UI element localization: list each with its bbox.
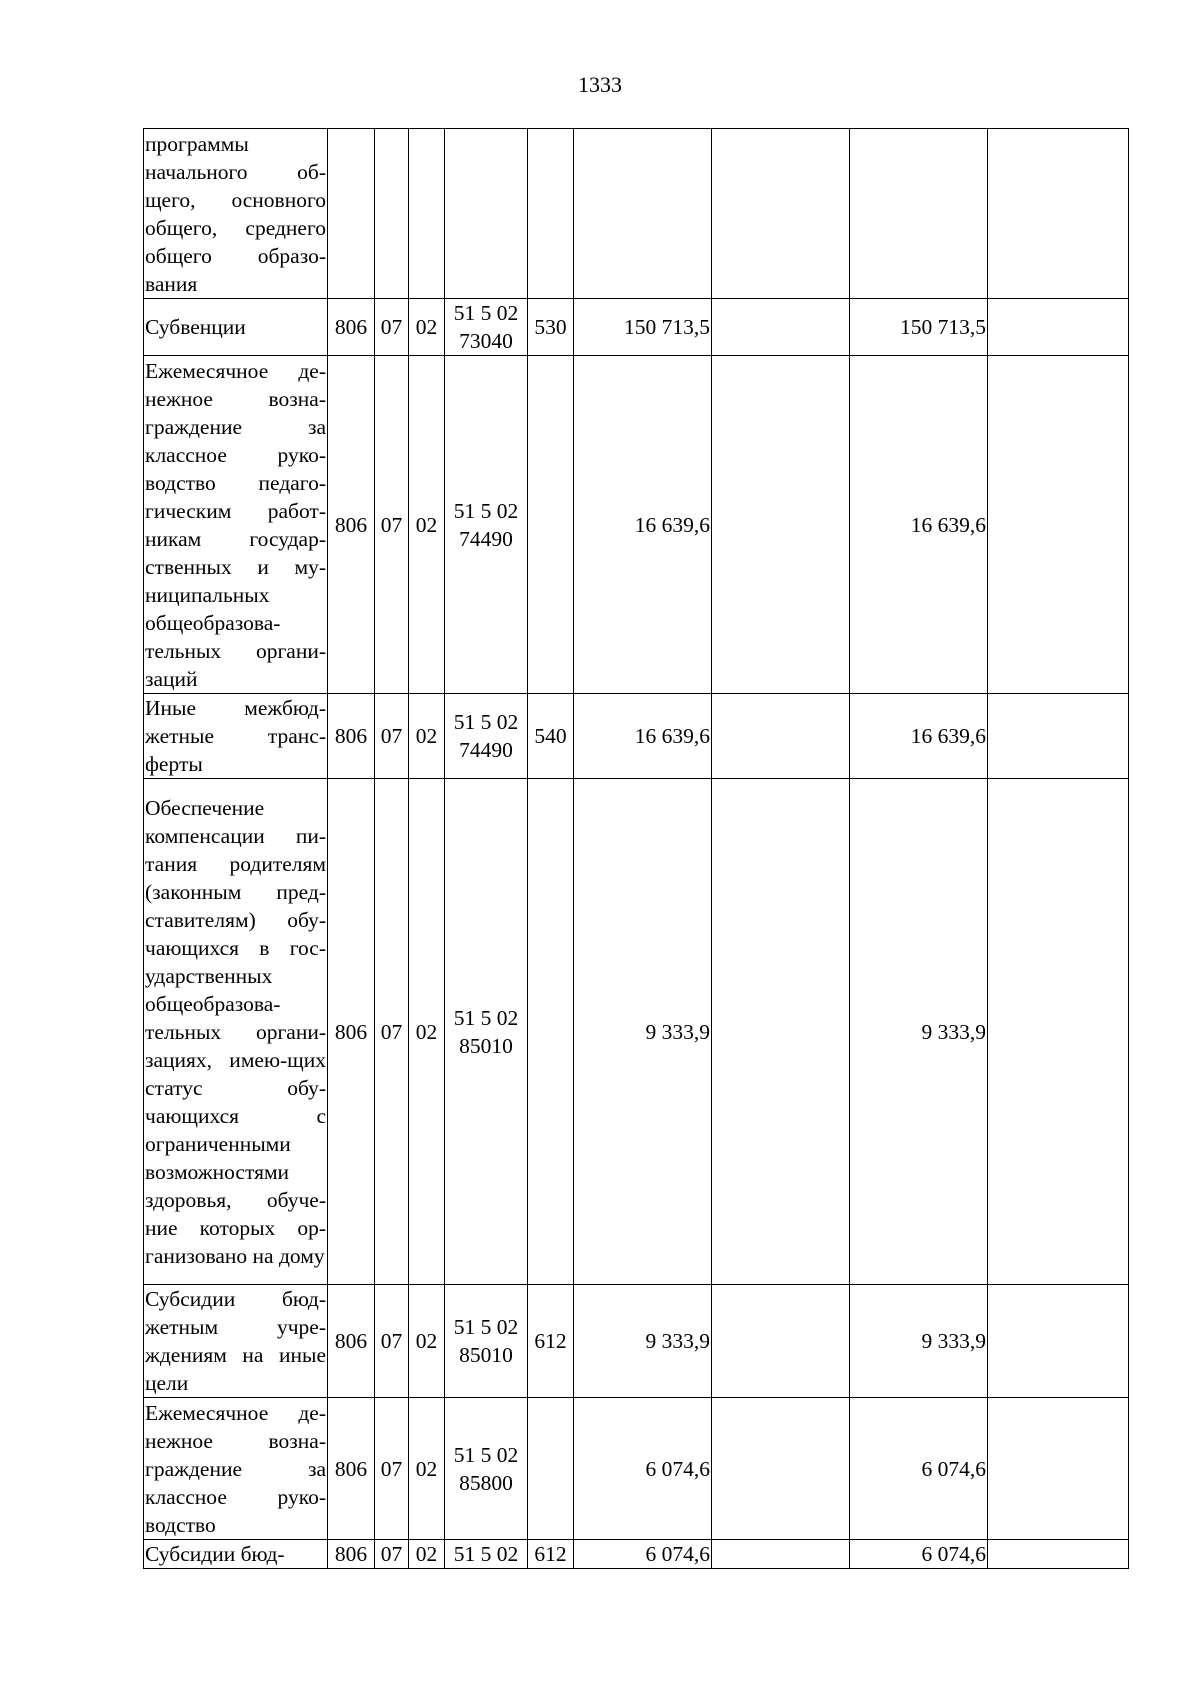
- table-row: [144, 1285, 1129, 1398]
- row-name: программы начального об-щего, основного общего, среднего общего образо-вания: [144, 129, 328, 299]
- target-article-code: [445, 1285, 528, 1398]
- amount-column-2: [712, 779, 850, 1285]
- target-article-code: [445, 1398, 528, 1540]
- target-article-code-part1: 51 5 02: [453, 301, 519, 325]
- amount-total: 16 639,6: [574, 694, 712, 779]
- ved-code: [328, 129, 375, 299]
- expense-type-code: [528, 356, 574, 694]
- amount-column-3: 150 713,5: [850, 299, 988, 356]
- table-row: [144, 694, 1129, 779]
- section-code: 07: [375, 1540, 409, 1569]
- amount-column-4: [988, 299, 1129, 356]
- ved-code: 806: [328, 694, 375, 779]
- expense-type-code: 612: [528, 1540, 574, 1569]
- amount-column-3: [850, 129, 988, 299]
- target-article-code-part2: 74490: [459, 738, 513, 762]
- table-row: [144, 299, 1129, 356]
- budget-table: [143, 128, 1129, 1569]
- amount-total: 6 074,6: [574, 1540, 712, 1569]
- amount-total: 150 713,5: [574, 299, 712, 356]
- ved-code: 806: [328, 356, 375, 694]
- section-code: 07: [375, 356, 409, 694]
- table-row: [144, 1540, 1129, 1569]
- target-article-code-part1: 51 5 02: [453, 710, 519, 734]
- section-code: 07: [375, 1285, 409, 1398]
- amount-column-3: 6 074,6: [850, 1398, 988, 1540]
- target-article-code-part2: 85800: [459, 1470, 513, 1495]
- target-article-code: [445, 779, 528, 1285]
- amount-total: 9 333,9: [574, 779, 712, 1285]
- section-code: [375, 129, 409, 299]
- target-article-code: [445, 1540, 528, 1569]
- amount-column-2: [712, 694, 850, 779]
- amount-column-3: 6 074,6: [850, 1540, 988, 1569]
- amount-column-4: [988, 356, 1129, 694]
- expense-type-code: [528, 1398, 574, 1540]
- subsection-code: 02: [409, 356, 445, 694]
- target-article-code-part1: 51 5 02: [453, 1005, 519, 1030]
- amount-column-2: [712, 356, 850, 694]
- target-article-code: [445, 694, 528, 779]
- ved-code: 806: [328, 299, 375, 356]
- amount-column-4: [988, 1540, 1129, 1569]
- target-article-code-part1: 51 5 02: [453, 1315, 519, 1339]
- amount-column-2: [712, 1285, 850, 1398]
- ved-code: 806: [328, 1540, 375, 1569]
- amount-column-4: [988, 129, 1129, 299]
- section-code: 07: [375, 779, 409, 1285]
- row-name: Обеспечение компенсации пи-тания родителям (законным пред-ставителям) обу-чающихся в гос-ударственных общеобразова-тельных органи-зациях, имею-щих статус обу-чающихся с ограниченными возможностями здоровья, обуче-ние которых ор-ганизовано на дому: [144, 779, 328, 1285]
- target-article-code-part2: 74490: [459, 526, 513, 551]
- amount-total: 16 639,6: [574, 356, 712, 694]
- amount-column-2: [712, 1540, 850, 1569]
- target-article-code: [445, 129, 528, 299]
- page-number: 1333: [578, 72, 622, 97]
- row-name: Иные межбюд-жетные транс-ферты: [144, 694, 328, 779]
- subsection-code: 02: [409, 1540, 445, 1569]
- amount-column-4: [988, 1398, 1129, 1540]
- subsection-code: 02: [409, 299, 445, 356]
- amount-column-3: 9 333,9: [850, 779, 988, 1285]
- amount-total: 6 074,6: [574, 1398, 712, 1540]
- row-name: Субсидии бюд-жетным учре-ждениям на иные цели: [144, 1285, 328, 1398]
- expense-type-code: 612: [528, 1285, 574, 1398]
- table-row: [144, 1398, 1129, 1540]
- amount-column-2: [712, 1398, 850, 1540]
- expense-type-code: 540: [528, 694, 574, 779]
- row-name: Субвенции: [144, 299, 328, 356]
- section-code: 07: [375, 694, 409, 779]
- target-article-code-part1: 51 5 02: [453, 1442, 519, 1467]
- subsection-code: [409, 129, 445, 299]
- subsection-code: 02: [409, 1398, 445, 1540]
- row-name: Ежемесячное де-нежное возна-граждение за классное руко-водство педаго-гическим работ-никам государ-ственных и му-ниципальных общеобразова-тельных органи-заций: [144, 356, 328, 694]
- target-article-code-part1: 51 5 02: [453, 1542, 519, 1566]
- section-code: 07: [375, 1398, 409, 1540]
- amount-total: [574, 129, 712, 299]
- amount-column-4: [988, 779, 1129, 1285]
- subsection-code: 02: [409, 1285, 445, 1398]
- amount-column-4: [988, 694, 1129, 779]
- ved-code: 806: [328, 779, 375, 1285]
- subsection-code: 02: [409, 779, 445, 1285]
- table-row: [144, 129, 1129, 299]
- amount-total: 9 333,9: [574, 1285, 712, 1398]
- row-name: Субсидии бюд-: [144, 1540, 328, 1569]
- target-article-code: [445, 356, 528, 694]
- row-name: Ежемесячное де-нежное возна-граждение за классное руко-водство: [144, 1398, 328, 1540]
- target-article-code-part2: 73040: [459, 329, 513, 353]
- target-article-code-part1: 51 5 02: [453, 498, 519, 523]
- table-row: [144, 779, 1129, 1285]
- amount-column-2: [712, 299, 850, 356]
- target-article-code-part2: 85010: [459, 1343, 513, 1367]
- expense-type-code: [528, 779, 574, 1285]
- ved-code: 806: [328, 1285, 375, 1398]
- ved-code: 806: [328, 1398, 375, 1540]
- subsection-code: 02: [409, 694, 445, 779]
- expense-type-code: [528, 129, 574, 299]
- amount-column-3: 9 333,9: [850, 1285, 988, 1398]
- table-row: [144, 356, 1129, 694]
- amount-column-3: 16 639,6: [850, 694, 988, 779]
- amount-column-2: [712, 129, 850, 299]
- amount-column-3: 16 639,6: [850, 356, 988, 694]
- amount-column-4: [988, 1285, 1129, 1398]
- target-article-code: [445, 299, 528, 356]
- expense-type-code: 530: [528, 299, 574, 356]
- target-article-code-part2: 85010: [459, 1033, 513, 1058]
- section-code: 07: [375, 299, 409, 356]
